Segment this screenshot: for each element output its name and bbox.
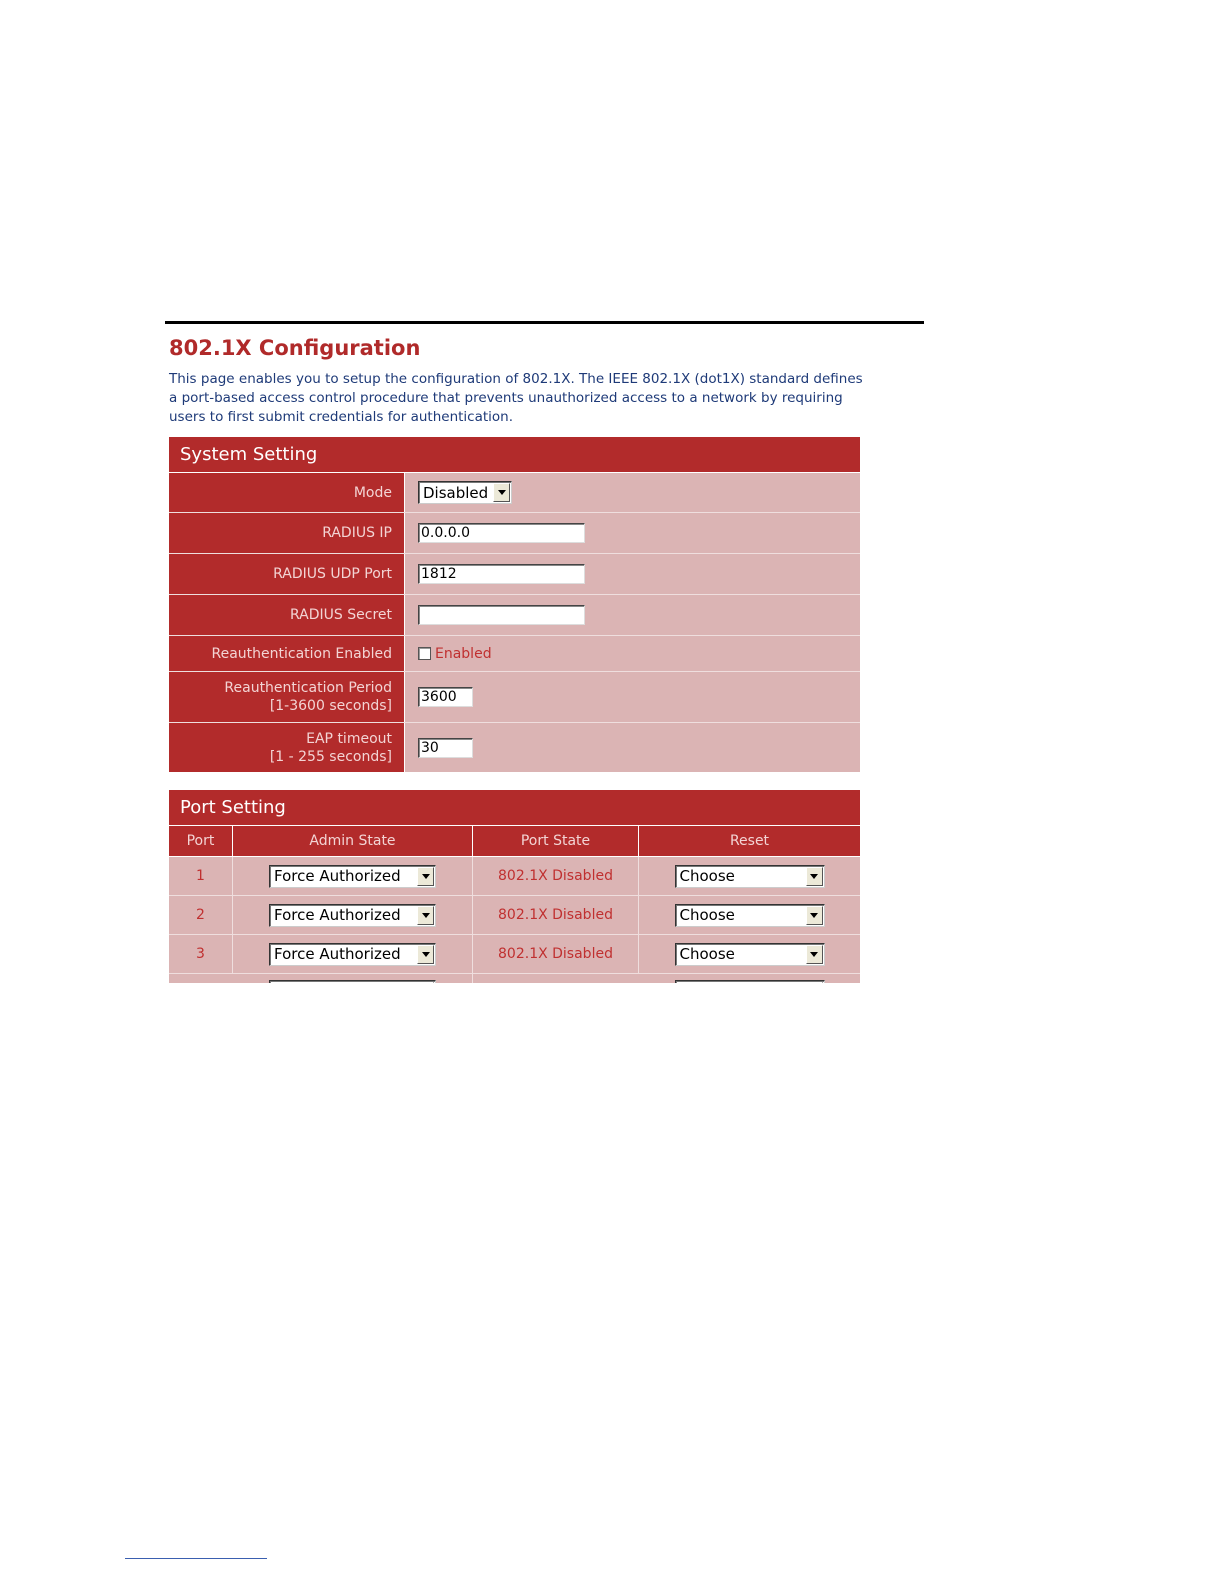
- reauth-period-row: [169, 672, 860, 723]
- eap-timeout-label: EAP timeout [1 - 255 seconds]: [169, 723, 405, 772]
- port-state: 802.1X Disabled: [473, 896, 639, 934]
- reauth-period-input[interactable]: [418, 687, 473, 707]
- radius-udp-port-input[interactable]: [418, 564, 585, 584]
- radius-secret-row: [169, 595, 860, 636]
- chevron-down-icon[interactable]: [417, 906, 434, 925]
- footnote-rule: [125, 1558, 267, 1559]
- intro-line-2: a port-based access control procedure that prevents unauthorized access to a network by requiring: [169, 390, 843, 406]
- page-intro: [169, 370, 869, 427]
- top-rule: [165, 321, 924, 324]
- page-title: 802.1X Configuration: [169, 336, 421, 360]
- chevron-down-icon[interactable]: [417, 867, 434, 886]
- system-setting-heading: System Setting: [169, 437, 860, 473]
- radius-secret-label: RADIUS Secret: [169, 595, 405, 635]
- port-number: 3: [169, 935, 233, 973]
- col-admin-state-header: Admin State: [233, 826, 473, 856]
- mode-select[interactable]: Disabled: [418, 481, 512, 504]
- admin-state-select[interactable]: Force Authorized: [269, 904, 436, 927]
- radius-udp-port-label: RADIUS UDP Port: [169, 554, 405, 594]
- eap-timeout-row: [169, 723, 860, 772]
- table-row: [169, 974, 860, 983]
- intro-line-1: This page enables you to setup the configuration of 802.1X. The IEEE 802.1X (dot1X) standard defines: [169, 371, 863, 387]
- col-port-header: Port: [169, 826, 233, 856]
- table-row: [169, 896, 860, 935]
- chevron-down-icon[interactable]: [806, 906, 823, 925]
- reauth-enabled-checkbox-label[interactable]: Enabled: [435, 645, 492, 662]
- table-row: [169, 935, 860, 974]
- radius-ip-row: [169, 513, 860, 554]
- col-reset-header: Reset: [729, 833, 770, 849]
- port-number: 1: [169, 857, 233, 895]
- intro-line-3: users to first submit credentials for authentication.: [169, 409, 514, 425]
- admin-state-select[interactable]: [269, 980, 436, 983]
- reauth-enabled-checkbox[interactable]: [418, 647, 431, 660]
- mode-row: [169, 473, 860, 513]
- port-state: 802.1X Disabled: [473, 935, 639, 973]
- chevron-down-icon[interactable]: [806, 945, 823, 964]
- mode-label: Mode: [169, 473, 405, 512]
- admin-state-select[interactable]: Force Authorized: [269, 943, 436, 966]
- port-number: 2: [169, 896, 233, 934]
- reauth-period-label: Reauthentication Period [1-3600 seconds]: [169, 672, 405, 722]
- reauth-period-sublabel: [1-3600 seconds]: [269, 698, 392, 714]
- eap-timeout-sublabel: [1 - 255 seconds]: [269, 748, 392, 765]
- port-setting-panel: [169, 790, 860, 983]
- chevron-down-icon[interactable]: [493, 483, 510, 502]
- chevron-down-icon[interactable]: [806, 982, 823, 983]
- reset-select[interactable]: Choose: [675, 904, 825, 927]
- reset-select[interactable]: [675, 980, 825, 983]
- port-setting-heading: Port Setting: [169, 790, 860, 826]
- radius-ip-input[interactable]: [418, 523, 585, 543]
- table-row: [169, 857, 860, 896]
- reauth-enabled-row: [169, 636, 860, 672]
- reset-select[interactable]: Choose: [675, 865, 825, 888]
- eap-timeout-input[interactable]: [418, 738, 473, 758]
- port-table-header: [169, 826, 860, 857]
- admin-state-select[interactable]: Force Authorized: [269, 865, 436, 888]
- system-setting-panel: [169, 437, 860, 772]
- chevron-down-icon[interactable]: [417, 945, 434, 964]
- radius-secret-input[interactable]: [418, 605, 585, 625]
- chevron-down-icon[interactable]: [806, 867, 823, 886]
- reset-select[interactable]: Choose: [675, 943, 825, 966]
- col-port-state-header: Port State: [473, 826, 639, 856]
- radius-udp-port-row: [169, 554, 860, 595]
- chevron-down-icon[interactable]: [417, 982, 434, 983]
- port-state: 802.1X Disabled: [473, 857, 639, 895]
- reauth-enabled-label: Reauthentication Enabled: [169, 636, 405, 671]
- radius-ip-label: RADIUS IP: [169, 513, 405, 553]
